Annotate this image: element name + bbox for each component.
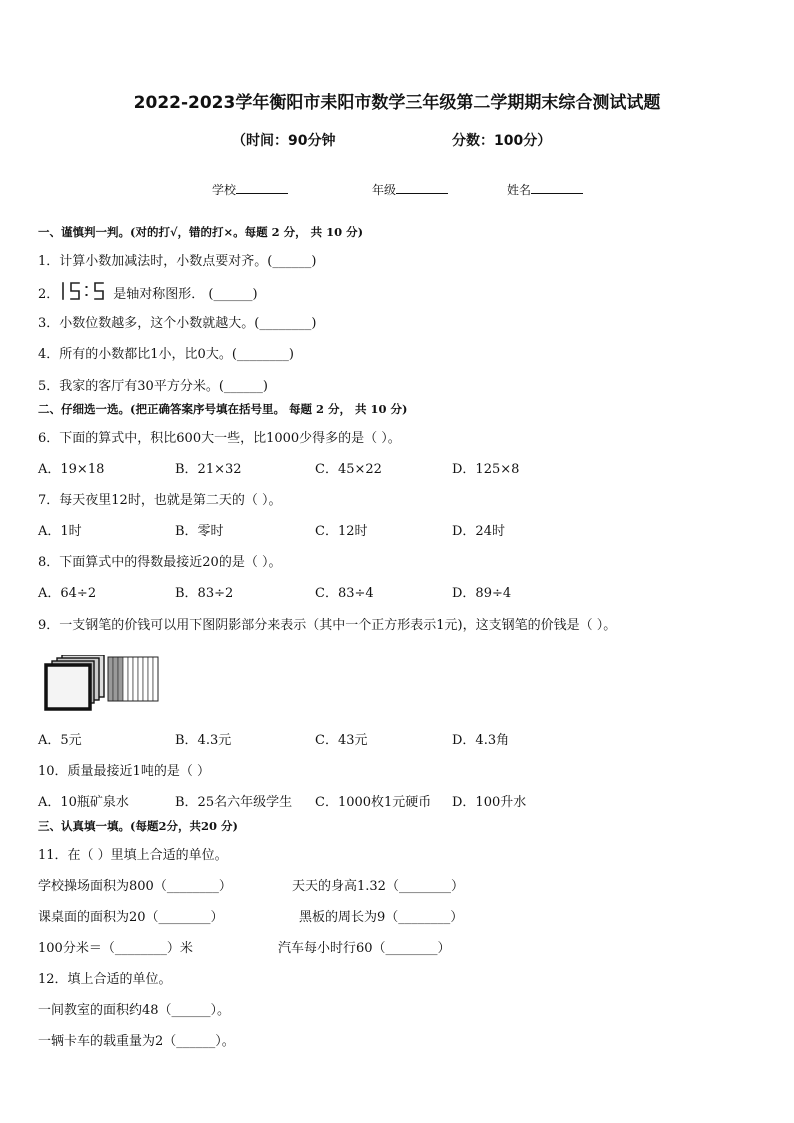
q7-option-d[interactable]: D．24时 <box>452 524 505 539</box>
grade-label: 年级 <box>372 183 397 197</box>
q9-option-d[interactable]: D．4.3角 <box>452 733 510 748</box>
q6-option-b[interactable]: B．21×32 <box>175 462 242 477</box>
name-label: 姓名 <box>507 183 532 197</box>
school-label: 学校 <box>212 183 237 197</box>
empty-strip <box>138 657 143 701</box>
question-2-prefix: 2． <box>38 287 60 302</box>
shaded-strip <box>113 657 118 701</box>
q8-option-c[interactable]: C．83÷4 <box>315 586 374 601</box>
section-1-heading: 一、谨慎判一判。(对的打√，错的打×。每题 2 分， 共 10 分) <box>38 225 364 239</box>
q6-option-d[interactable]: D．125×8 <box>452 462 520 477</box>
q8-option-b[interactable]: B．83÷2 <box>175 586 234 601</box>
shaded-strip <box>118 657 123 701</box>
question-12: 12．填上合适的单位。 <box>38 972 172 987</box>
seven-segment-display-icon <box>59 281 113 301</box>
school-blank[interactable] <box>236 181 288 194</box>
q6-option-c[interactable]: C．45×22 <box>315 462 382 477</box>
empty-strip <box>133 657 138 701</box>
q11-item-1: 学校操场面积为800（________） <box>38 879 232 894</box>
school-field <box>212 181 288 198</box>
grade-blank[interactable] <box>396 181 448 194</box>
name-blank[interactable] <box>531 181 583 194</box>
question-2 <box>38 281 258 302</box>
q9-option-a[interactable]: A．5元 <box>38 733 82 748</box>
section-2-heading: 二、仔细选一选。(把正确答案序号填在括号里。 每题 2 分， 共 10 分) <box>38 402 408 416</box>
question-5: 5．我家的客厅有30平方分米。(______) <box>38 379 268 394</box>
q10-option-c[interactable]: C．1000枚1元硬币 <box>315 795 432 810</box>
question-6: 6．下面的算式中，积比600大一些，比1000少得多的是（ ）。 <box>38 431 401 446</box>
empty-strip <box>143 657 148 701</box>
q11-item-2: 天天的身高1.32（________） <box>292 879 464 894</box>
q7-option-c[interactable]: C．12时 <box>315 524 368 539</box>
question-10: 10．质量最接近1吨的是（ ） <box>38 764 210 779</box>
square-1 <box>46 665 90 709</box>
q6-option-a[interactable]: A．19×18 <box>38 462 105 477</box>
price-squares-figure <box>44 655 160 711</box>
q10-option-a[interactable]: A．10瓶矿泉水 <box>38 795 129 810</box>
q11-item-6: 汽车每小时行60（________） <box>278 941 451 956</box>
question-4: 4．所有的小数都比1小，比0大。(________) <box>38 347 294 362</box>
empty-strip <box>128 657 133 701</box>
question-3: 3．小数位数越多，这个小数就越大。(________) <box>38 316 317 331</box>
question-1: 1．计算小数加减法时，小数点要对齐。(______) <box>38 254 317 269</box>
name-field <box>507 181 583 198</box>
question-2-suffix: 是轴对称图形． (______) <box>113 287 258 302</box>
q8-option-a[interactable]: A．64÷2 <box>38 586 97 601</box>
question-11: 11．在（ ）里填上合适的单位。 <box>38 848 228 863</box>
question-7: 7．每天夜里12时，也就是第二天的（ ）。 <box>38 493 282 508</box>
q7-option-b[interactable]: B．零时 <box>175 524 224 539</box>
q11-item-4: 黑板的周长为9（________） <box>299 910 464 925</box>
shaded-strip <box>108 657 113 701</box>
stacked-squares <box>46 655 104 709</box>
question-8: 8．下面算式中的得数最接近20的是（ ）。 <box>38 555 282 570</box>
q11-item-3: 课桌面的面积为20（________） <box>38 910 224 925</box>
q9-option-c[interactable]: C．43元 <box>315 733 368 748</box>
q9-option-b[interactable]: B．4.3元 <box>175 733 232 748</box>
q10-option-d[interactable]: D．100升水 <box>452 795 527 810</box>
question-9: 9．一支钢笔的价钱可以用下图阴影部分来表示（其中一个正方形表示1元)，这支钢笔的价钱是（ ）。 <box>38 618 617 633</box>
q12-line-2: 一辆卡车的载重量为2（______）。 <box>38 1034 235 1049</box>
q10-option-b[interactable]: B．25名六年级学生 <box>175 795 293 810</box>
exam-score: 分数：100分） <box>452 133 552 149</box>
q8-option-d[interactable]: D．89÷4 <box>452 586 512 601</box>
exam-time: （时间：90分钟 <box>232 133 336 149</box>
tenth-strips <box>108 657 158 701</box>
section-3-heading: 三、认真填一填。(每题2分，共20 分) <box>38 819 238 833</box>
empty-strip <box>148 657 153 701</box>
grade-field <box>372 181 448 198</box>
q12-line-1: 一间教室的面积约48（______）。 <box>38 1003 231 1018</box>
empty-strip <box>153 657 158 701</box>
q7-option-a[interactable]: A．1时 <box>38 524 82 539</box>
page-title: 2022-2023学年衡阳市耒阳市数学三年级第二学期期末综合测试试题 <box>133 93 661 113</box>
empty-strip <box>123 657 128 701</box>
q11-item-5: 100分米＝（________）米 <box>38 941 193 956</box>
